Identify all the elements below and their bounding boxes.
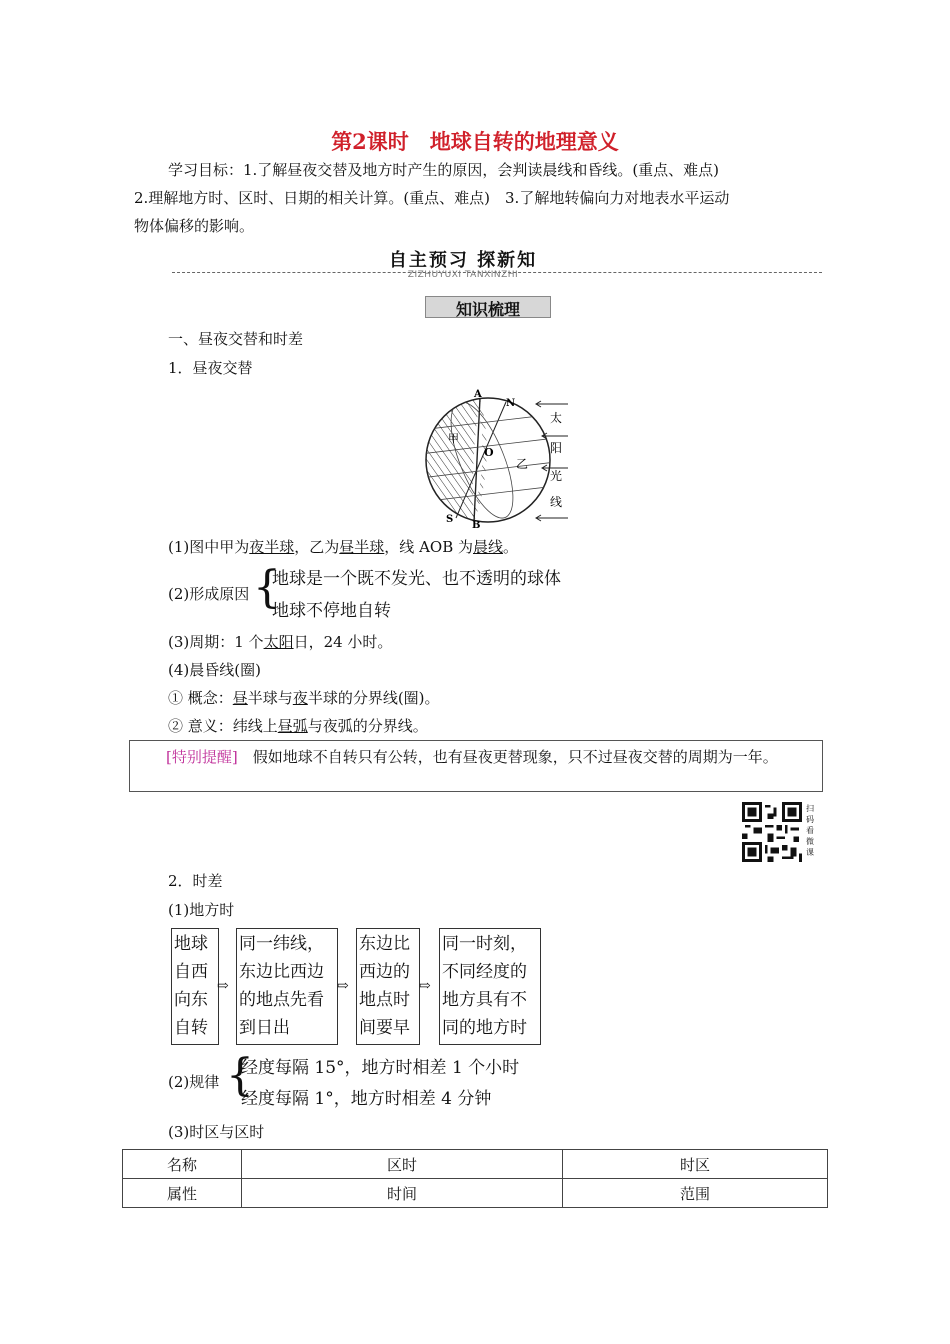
flow-arrow-3: ⇨ [419,978,431,994]
special-note-tag: [特别提醒] [166,748,238,766]
goal-line-1: 学习目标：1.了解昼夜交替及地方时产生的原因，会判读晨线和昏线。(重点、难点) [168,161,720,179]
section-tag [425,296,551,318]
flow-arrow-1: ⇨ [217,978,229,994]
learning-goals [134,156,823,240]
p5-answer-2: 夜 [292,689,308,707]
p1-text-4: 。 [503,538,519,556]
rule-brace: { [226,1050,254,1101]
day-night-diagram [410,384,580,530]
p2-label: (2)形成原因 [168,585,250,603]
table-row [123,1179,828,1208]
p6-answer: 昼弧 [277,717,308,735]
section-1-heading: 一、昼夜交替和时差 [168,330,304,348]
flow-box-2: 同一纬线，东边比西边的地点先看到日出 [236,928,338,1045]
label-O: O [484,446,494,459]
p2-brace: { [253,562,281,613]
p3-text: (3)周期：1 个 [168,633,264,651]
p1-answer-2: 昼半球 [339,538,385,556]
p1-text-3: ，线 AOB 为 [384,538,473,556]
sunlight-char-2: 阳 [550,441,563,455]
goal-line-3: 物体偏移的影响。 [134,217,255,235]
label-B: B [472,520,481,530]
flow-box-3: 东边比西边的地点时间要早 [356,928,420,1045]
table-cell: 区时 [242,1150,563,1179]
p1-text-2: ，乙为 [294,538,340,556]
p6-text-2: 与夜弧的分界线。 [307,717,428,735]
p6-text: ② 意义：纬线上 [168,717,278,735]
rule-item-2: 经度每隔 1°，地方时相差 4 分钟 [241,1089,492,1109]
p5-text: ① 概念： [168,689,233,707]
paragraph-5 [168,687,440,708]
section-1-subheading: 1．昼夜交替 [168,359,253,377]
p3-answer: 太阳 [263,633,294,651]
section-2-heading: 2．时差 [168,872,223,890]
label-jia: 甲 [448,432,459,445]
paragraph-6 [168,715,428,736]
section-2-p1: (1)地方时 [168,901,235,919]
flow-arrow-2: ⇨ [337,978,349,994]
rule-item-1: 经度每隔 15°，地方时相差 1 个小时 [241,1058,520,1078]
rule-label: (2)规律 [168,1073,220,1091]
sunlight-char-4: 线 [550,495,563,509]
table-row [123,1150,828,1179]
p1-answer-3: 晨线 [473,538,504,556]
table-cell: 范围 [563,1179,828,1208]
page-title: 第2课时 地球自转的地理意义 [331,129,619,154]
table-cell: 时间 [242,1179,563,1208]
p3-text-2: 日，24 小时。 [293,633,393,651]
banner-subtitle: ZIZHUYUXI TANXINZHI [407,270,519,280]
banner-title: 自主预习 探新知 [380,246,546,272]
label-S: S [446,514,454,525]
sunlight-char-3: 光 [550,469,563,483]
section-2-p3: (3)时区与区时 [168,1123,265,1141]
qr-label: 扫码看微课 [806,804,814,857]
label-N: N [506,398,516,409]
paragraph-3 [168,631,392,652]
p5-answer-1: 昼 [232,689,248,707]
table-cell: 时区 [563,1150,828,1179]
p1-text: (1)图中甲为 [168,538,250,556]
table-cell: 属性 [123,1179,242,1208]
goal-line-2: 2.理解地方时、区时、日期的相关计算。(重点、难点) 3.了解地转偏向力对地表水平运动 [134,189,730,207]
tag-label: 知识梳理 [455,300,520,319]
p5-text-3: 半球的分界线(圈)。 [307,689,440,707]
special-note-text [166,744,816,771]
p5-text-2: 半球与 [247,689,293,707]
table-cell: 名称 [123,1150,242,1179]
flow-box-1: 地球自西向东自转 [171,928,219,1045]
flow-box-4: 同一时刻，不同经度的地方具有不同的地方时 [439,928,541,1045]
p2-item-2: 地球不停地自转 [272,601,391,621]
label-A: A [474,389,482,400]
sunlight-char-1: 太 [550,411,563,425]
p1-answer-1: 夜半球 [249,538,295,556]
qr-code[interactable] [742,802,802,862]
special-note-body: 假如地球不自转只有公转，也有昼夜更替现象，只不过昼夜交替的周期为一年。 [237,748,778,766]
paragraph-4: (4)晨昏线(圈) [168,661,261,679]
paragraph-1 [168,536,518,557]
section-banner [172,244,822,280]
special-note-box [129,740,823,792]
p2-item-1: 地球是一个既不发光、也不透明的球体 [272,569,561,589]
time-zone-table [122,1149,828,1208]
label-yi: 乙 [516,457,529,471]
